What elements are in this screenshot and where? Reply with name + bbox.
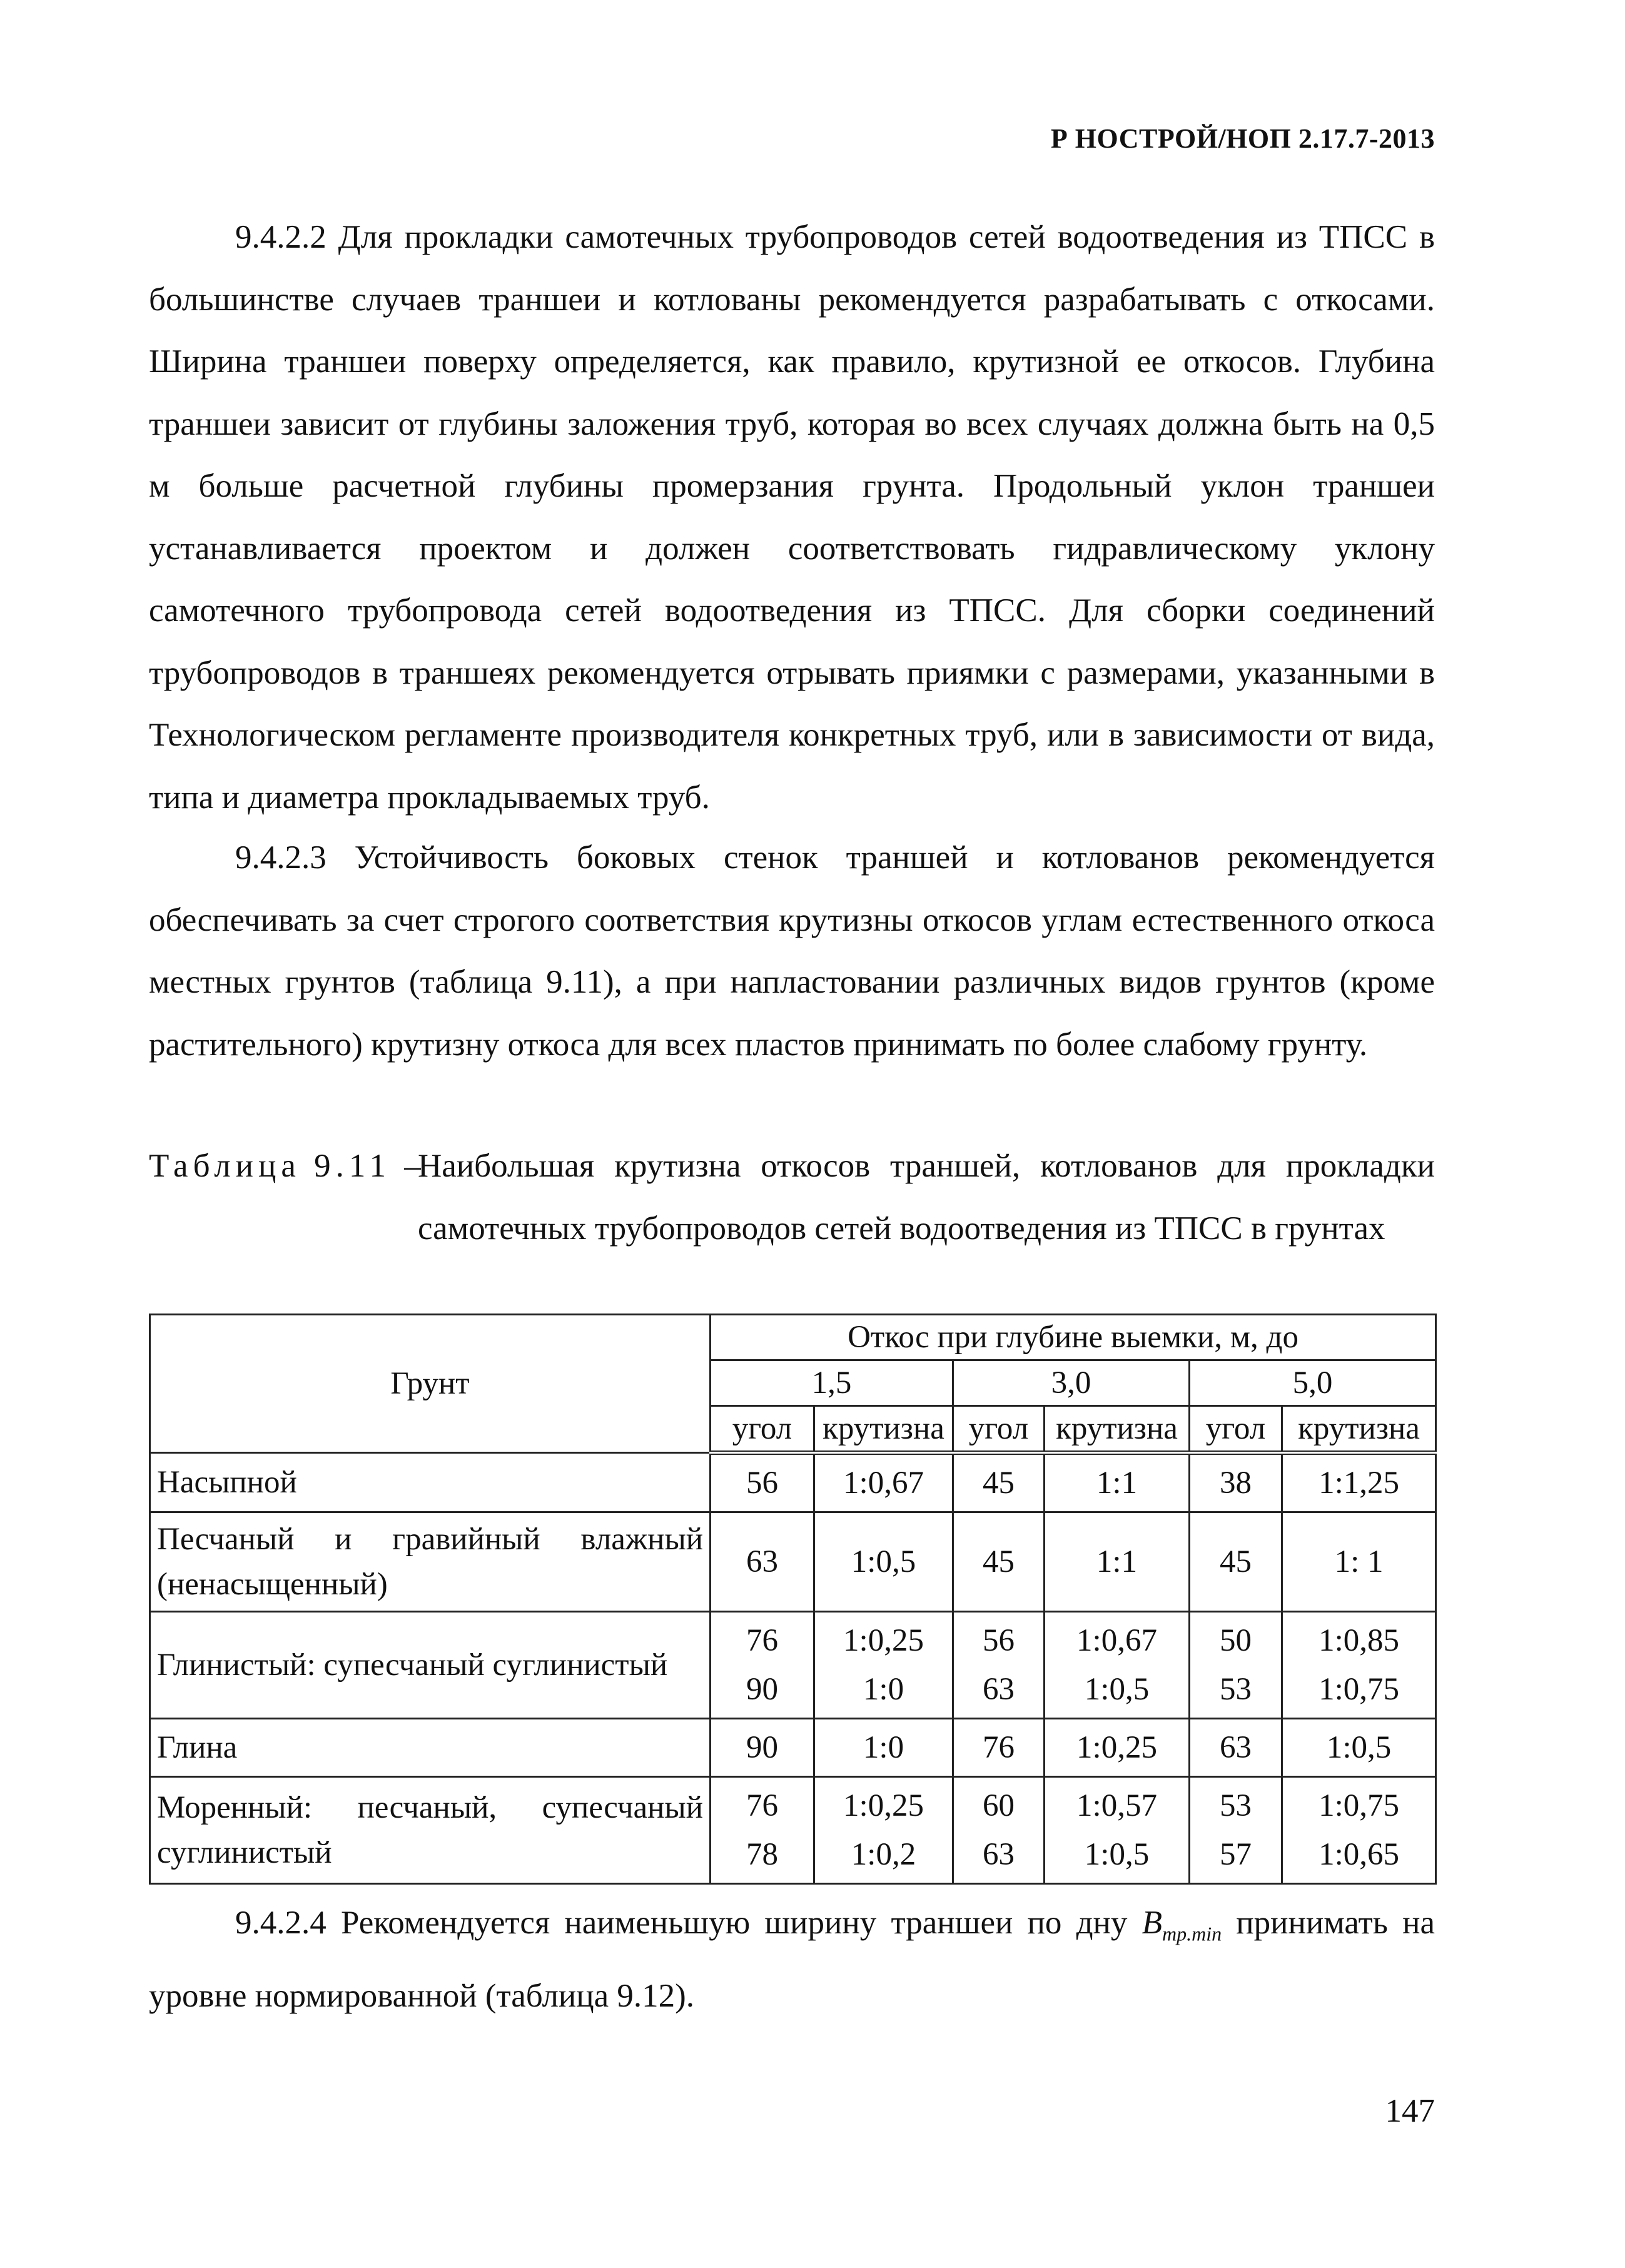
header-depth-3-0: 3,0 [953,1360,1190,1406]
steepness-cell: 1:0,75 1:0,65 [1282,1777,1436,1884]
soil-type-cell: Моренный: песчаный, супесчаный суглинистый [150,1777,711,1884]
table-row [150,1612,1436,1719]
angle-cell: 90 [711,1719,814,1777]
header-depth-5-0: 5,0 [1190,1360,1436,1406]
steepness-cell: 1:1 [1045,1453,1190,1512]
paragraph-9-4-2-4 [149,1892,1435,2028]
table-body [150,1453,1436,1884]
document-code-header: Р НОСТРОЙ/НОП 2.17.7-2013 [1050,123,1435,154]
header-depth-1-5: 1,5 [711,1360,953,1406]
paragraph-9-4-2-2: 9.4.2.2 Для прокладки самотечных трубопроводов сетей водоотведения из ТПСС в большинстве случаев траншеи и котлованы рекомендуется разрабатывать с откосами. Ширина траншеи поверху определяется, как правило, крутизной ее откосов. Глубина траншеи зависит от глубины заложения труб, которая во всех случаях должна быть на 0,5 м больше расчетной глубины промерзания грунта. Продольный уклон траншеи устанавливается проектом и должен соответствовать гидравлическому уклону самотечного трубопровода сетей водоотведения из ТПСС. Для сборки соединений трубопроводов в траншеях рекомендуется отрывать приямки с размерами, указанными в Технологическом регламенте производителя конкретных труб, или в зависимости от вида, типа и диаметра прокладываемых труб. [149,219,1435,816]
steepness-cell: 1:0,67 [814,1453,953,1512]
angle-cell: 56 [711,1453,814,1512]
soil-type-cell: Глина [150,1719,711,1777]
steepness-cell: 1:0,57 1:0,5 [1045,1777,1190,1884]
header-angle: угол [1190,1406,1282,1453]
angle-cell: 45 [953,1512,1045,1612]
steepness-cell: 1:0,85 1:0,75 [1282,1612,1436,1719]
angle-cell: 76 [953,1719,1045,1777]
steepness-cell: 1:0,67 1:0,5 [1045,1612,1190,1719]
angle-cell: 50 53 [1190,1612,1282,1719]
steepness-cell: 1:1,25 [1282,1453,1436,1512]
angle-cell: 45 [1190,1512,1282,1612]
angle-cell: 63 [1190,1719,1282,1777]
steepness-cell: 1: 1 [1282,1512,1436,1612]
angle-cell: 45 [953,1453,1045,1512]
header-angle: угол [711,1406,814,1453]
header-slope-group: Откос при глубине выемки, м, до [711,1315,1436,1360]
steepness-cell: 1:0 [814,1719,953,1777]
table-row [150,1512,1436,1612]
table-caption-text: Наибольшая крутизна откосов траншей, котлованов для прокладки самотечных трубопроводов сетей водоотведения из ТПСС в грунтах [418,1148,1435,1247]
angle-cell: 53 57 [1190,1777,1282,1884]
header-soil: Грунт [150,1315,711,1453]
angle-cell: 76 90 [711,1612,814,1719]
angle-cell: 56 63 [953,1612,1045,1719]
paragraph-9-4-2-4-text-before: 9.4.2.4 Рекомендуется наименьшую ширину траншеи по дну [235,1905,1142,1941]
width-symbol-subscript: тр.min [1162,1922,1222,1945]
steepness-cell: 1:0,25 1:0,2 [814,1777,953,1884]
steepness-cell: 1:0,25 [1045,1719,1190,1777]
page-number: 147 [1385,2093,1435,2129]
paragraph-9-4-2-3: 9.4.2.3 Устойчивость боковых стенок траншей и котлованов рекомендуется обеспечивать за счет строгого соответствия крутизны откосов углам естественного откоса местных грунтов (таблица 9.11), а при напластовании различных видов грунтов (кроме растительного) крутизну откоса для всех пластов принимать по более слабому грунту. [149,839,1435,1063]
slope-steepness-table [149,1314,1437,1885]
angle-cell: 60 63 [953,1777,1045,1884]
width-symbol: B [1142,1905,1162,1941]
angle-cell: 63 [711,1512,814,1612]
steepness-cell: 1:1 [1045,1512,1190,1612]
table-caption-label: Таблица 9.11 – [149,1148,426,1184]
header-angle: угол [953,1406,1045,1453]
soil-type-cell: Насыпной [150,1453,711,1512]
soil-type-cell: Глинистый: супесчаный суглинистый [150,1612,711,1719]
angle-cell: 38 [1190,1453,1282,1512]
header-steepness: крутизна [814,1406,953,1453]
table-caption [149,1135,1435,1260]
table-row [150,1777,1436,1884]
steepness-cell: 1:0,5 [1282,1719,1436,1777]
steepness-cell: 1:0,25 1:0 [814,1612,953,1719]
soil-type-cell: Песчаный и гравийный влажный (ненасыщенный) [150,1512,711,1612]
header-steepness: крутизна [1282,1406,1436,1453]
table-row [150,1453,1436,1512]
table-row [150,1719,1436,1777]
header-steepness: крутизна [1045,1406,1190,1453]
steepness-cell: 1:0,5 [814,1512,953,1612]
angle-cell: 76 78 [711,1777,814,1884]
paragraph-9-4-2-4-text-after: принимать на уровне нормированной (таблица 9.12). [149,1905,1435,2015]
